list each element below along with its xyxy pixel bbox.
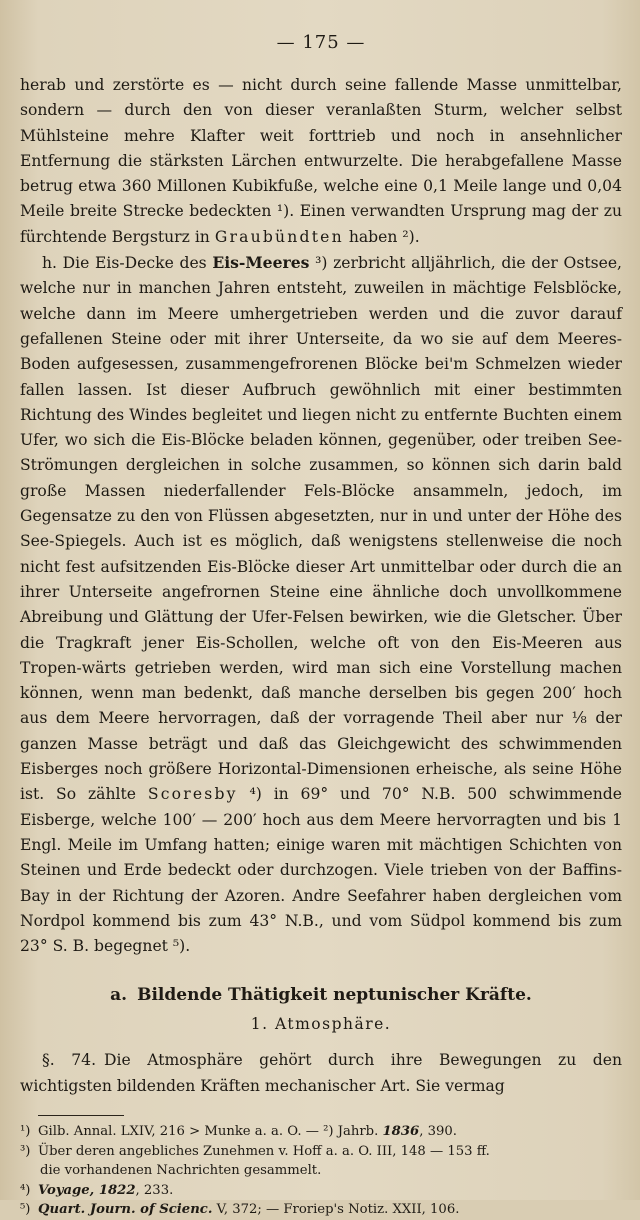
- section-number: §. 74.: [42, 1051, 97, 1070]
- author-scoresby: Scoresby: [147, 785, 238, 804]
- footnotes: [20, 1122, 622, 1220]
- paragraph-2-text: ³) zerbricht alljährlich, die der Ostsee, welche nur in manchen Jahren entsteht, zuweilen in mächtige Felsblöcke, welche dann im Meere umhergetrieben werden und die zuvor darauf gefallenen Steine oder mit ihrer Unterseite, da wo sie auf dem Meeres-Boden aufgesessen, zusammengefrorenen Blöcke bei'm Schmelzen wieder fallen lassen. Ist dieser Aufbruch gewöhnlich mit einer bestimmten Richtung des Windes begleitet und liegen nicht zu entfernte Buchten einem Ufer, wo sich die Eis-Blöcke beladen können, gegenüber, oder treiben See-Strömungen dergleichen in solche zusammen, so können sich darin bald große Massen niederfallender Fels-Blöcke ansammeln, jedoch, im Gegensatze zu den von Flüssen abgesetzten, nur in und unter der Höhe des See-Spiegels. Auch ist es möglich, daß wenigstens stellenweise die noch nicht fest aufsitzenden Eis-Blöcke dieser Art unmittelbar oder durch die an ihrer Unterseite angefrornen Steine eine ähnliche doch unvollkommene Abreibung und Glättung der Ufer-Felsen bewirken, wie die Gletscher. Über die Tragkraft jener Eis-Schollen, welche oft von den Eis-Meeren aus Tropen-wärts getrieben werden, wird man sich eine Vorstellung machen können, wenn man bedenkt, daß manche derselben bis gegen 200′ hoch aus dem Meere hervorragen, daß der vorragende Theil aber nur ⅛ der ganzen Masse beträgt und daß das Gleichgewicht des schwimmenden Eisberges noch größere Horizontal-Dimensionen erheische, als seine Höhe ist. So zählte: [20, 254, 622, 804]
- heading-text: Bildende Thätigkeit neptunischer Kräfte.: [137, 985, 532, 1006]
- paragraph-1-end: haben ²).: [343, 227, 420, 246]
- section-heading: [20, 985, 622, 1005]
- footnote-5: [20, 1200, 622, 1220]
- place-name-graubuendten: Graubündten: [214, 227, 344, 246]
- footnote-mark: ¹): [20, 1124, 31, 1140]
- footnote-italic: 1836: [382, 1124, 420, 1140]
- paragraph-2-end: ⁴) in 69° und 70° N.B. 500 schwimmende Eisberge, welche 100′ — 200′ hoch aus dem Meere hervorragten und bis 1 Engl. Meile im Umfang hatten; einige waren mit mächtigen Schichten von Steinen und Erde bedeckt oder durchzogen. Viele trieben von der Baffins-Bay in der Richtung der Azoren. Andre Seefahrer haben dergleichen vom Nordpol kommend bis zum 43° N.B., und vom Südpol kommend bis zum 23° S. B. begegnet ⁵).: [20, 785, 622, 956]
- paragraph-1: [20, 73, 622, 250]
- footnote-after: V, 372; — Froriep's Notiz. XXII, 106.: [212, 1202, 460, 1218]
- main-text: [20, 73, 622, 959]
- footnote-3: [20, 1142, 622, 1162]
- footnote-text: die vorhandenen Nachrichten gesammelt.: [40, 1163, 322, 1179]
- section-text: Die Atmosphäre gehört durch ihre Bewegungen zu den wichtigsten bildenden Kräften mechanischer Art. Sie vermag: [20, 1051, 623, 1096]
- footnote-after: , 233.: [135, 1182, 174, 1198]
- footnote-mark: ⁵): [20, 1202, 31, 1218]
- term-eis-meeres: Eis-Meeres: [212, 253, 310, 273]
- footnote-4: [20, 1181, 622, 1201]
- paragraph-2: [20, 250, 622, 959]
- paragraph-2-start: h. Die Eis-Decke des: [42, 254, 213, 273]
- paragraph-1-text: herab und zerstörte es — nicht durch seine fallende Masse unmittelbar, sondern — durch den von dieser veranlaßten Sturm, welcher selbst Mühlsteine mehre Klafter weit forttrieb und noch in ansehnlicher Entfernung die stärksten Lärchen entwurzelte. Die herabgefallene Masse betrug etwa 360 Millonen Kubikfuße, welche eine 0,1 Meile lange und 0,04 Meile breite Strecke bedeckten ¹). Einen verwandten Ursprung mag der zu fürchtende Bergsturz in: [20, 76, 622, 246]
- footnote-mark: ³): [20, 1143, 31, 1159]
- footnote-1: [20, 1122, 622, 1142]
- footnote-divider: [38, 1115, 124, 1116]
- footnote-text: Über deren angebliches Zunehmen v. Hoff a. a. O. III, 148 — 153 ff.: [38, 1143, 490, 1159]
- section-paragraph: [20, 1047, 622, 1099]
- footnote-after: , 390.: [419, 1124, 457, 1140]
- heading-letter: a.: [110, 985, 128, 1006]
- section-74: [20, 1047, 622, 1099]
- footnote-text: Gilb. Annal. LXIV, 216 > Munke a. a. O. — ²) Jahrb.: [38, 1124, 383, 1140]
- page-number: — 175 —: [276, 32, 366, 53]
- footnote-italic: Voyage, 1822: [38, 1182, 136, 1198]
- footnote-mark: ⁴): [20, 1182, 31, 1198]
- subsection-heading: 1. Atmosphäre.: [250, 1015, 392, 1034]
- footnote-italic: Quart. Journ. of Scienc.: [38, 1202, 213, 1218]
- footnote-3-continued: [40, 1161, 622, 1181]
